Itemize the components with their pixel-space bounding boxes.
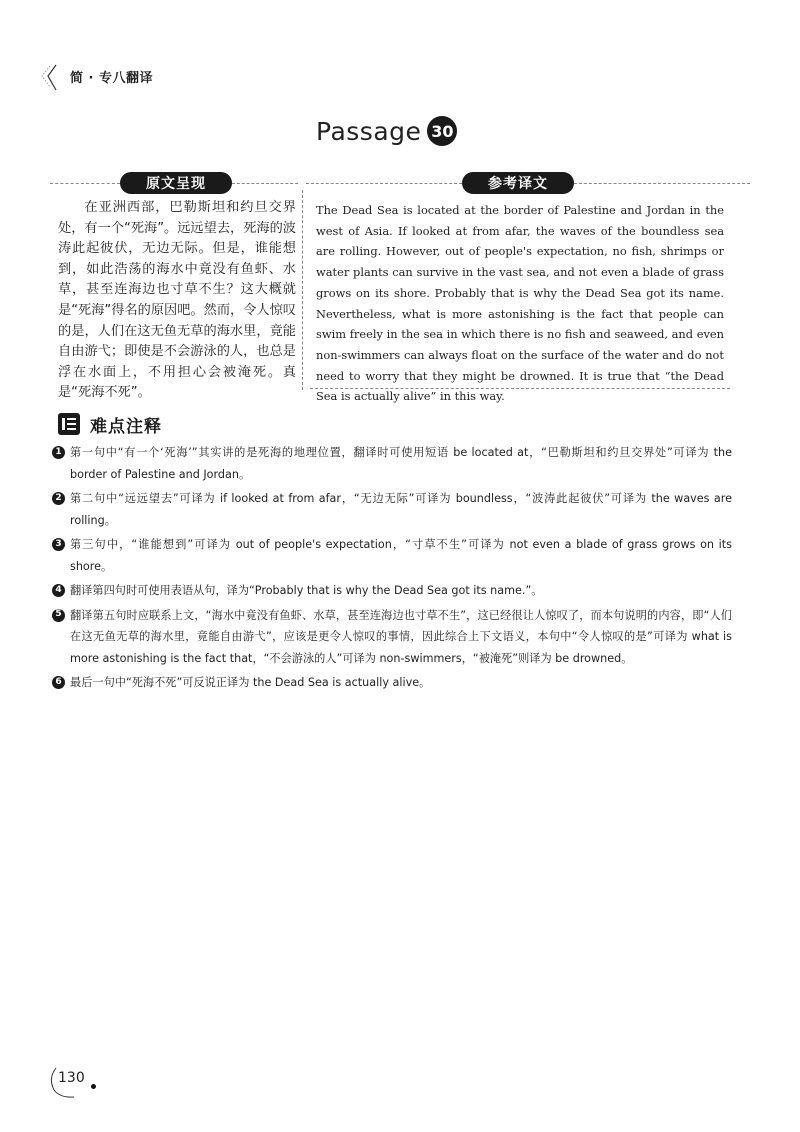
note-text: 最后一句中“死海不死”可反说正译为 the Dead Sea is actually alive。 [70,676,431,689]
translation-text: The Dead Sea is located at the border of Palestine and Jordan in the west of Asia. If looked at from afar, the waves of the boundless sea are rolling. However, out of people's expectation, no fish, shrimps or water plants can survive in the vast sea, and not even a blade of grass grows on its shore. Probably that is why the Dead Sea got its name. Nevertheless, what is more astonishing is the fact that people can swim freely in the sea in which there is no fish and seaweed, and even non-swimmers can always float on the surface of the water and do not need to worry that they might be drowned. It is true that “the Dead Sea is actually alive” in this way. [316,203,724,404]
divider-line [574,183,750,184]
note-text: 翻译第四句时可使用表语从句，译为“Probably that is why the Dead Sea got its name.”。 [70,584,543,597]
passage-word: Passage [316,116,422,146]
note-item [52,488,732,531]
book-label [40,64,190,88]
note-text: 第一句中“有一个‘死海’”其实讲的是死海的地理位置，翻译时可使用短语 be located at，“巴勒斯坦和约旦交界处”可译为 the border of Palestine and Jordan。 [70,446,732,481]
note-item [52,534,732,577]
page-number-badge [44,1064,104,1104]
note-item [52,442,732,485]
note-number: 5 [52,609,65,622]
note-item [52,605,732,670]
page-dot [91,1084,96,1089]
note-text: 翻译第五句时应联系上文，“海水中竟没有鱼虾、水草，甚至连海边也寸草不生”，这已经很让人惊叹了，而本句说明的内容，即“人们在这无鱼无草的海水里，竟能自由游弋”，应该是更令人惊叹的事情，因此综合上下文语义，本句中“令人惊叹的是”可译为 what is more astonishing is the fact that，“不会游泳的人”可译为 non-swimmers，“被淹死”则译为 be drowned。 [70,608,732,665]
notes-list [52,442,732,697]
note-text: 第二句中“远远望去”可译为 if looked at from afar，“无边无际”可译为 boundless，“波涛此起彼伏”可译为 the waves are rolling。 [70,492,732,527]
page-number: 130 [58,1070,85,1086]
note-item [52,580,732,602]
source-section-label: 原文呈现 [120,172,232,194]
book-label-text: 简 · 专八翻译 [70,71,153,86]
note-number: 4 [52,584,65,597]
note-number: 6 [52,676,65,689]
note-text: 第三句中，“谁能想到”可译为 out of people's expectation，“寸草不生”可译为 not even a blade of grass grows on its shore。 [70,538,732,573]
note-number: 2 [52,492,65,505]
passage-title [316,114,457,148]
divider-line [50,183,120,184]
source-text: 在亚洲西部，巴勒斯坦和约旦交界处，有一个“死海”。远远望去，死海的波涛此起彼伏，无边无际。但是，谁能想到，如此浩荡的海水中竟没有鱼虾、水草，甚至连海边也寸草不生？这大概就是“死海”得名的原因吧。然而，令人惊叹的是，人们在这无鱼无草的海水里，竟能自由游弋；即使是不会游泳的人，也总是浮在水面上，不用担心会被淹死。真是“死海不死”。 [58,200,296,401]
note-number: 3 [52,538,65,551]
notes-icon [58,413,80,435]
notes-heading [58,412,162,436]
notes-title: 难点注释 [90,416,162,437]
translation-section-label: 参考译文 [462,172,574,194]
column-divider [302,190,303,390]
note-number: 1 [52,446,65,459]
divider-line [306,183,462,184]
passage-number-badge: 30 [427,116,457,146]
note-item [52,672,732,694]
divider-line [232,183,298,184]
bracket-ornament-icon [40,64,74,92]
